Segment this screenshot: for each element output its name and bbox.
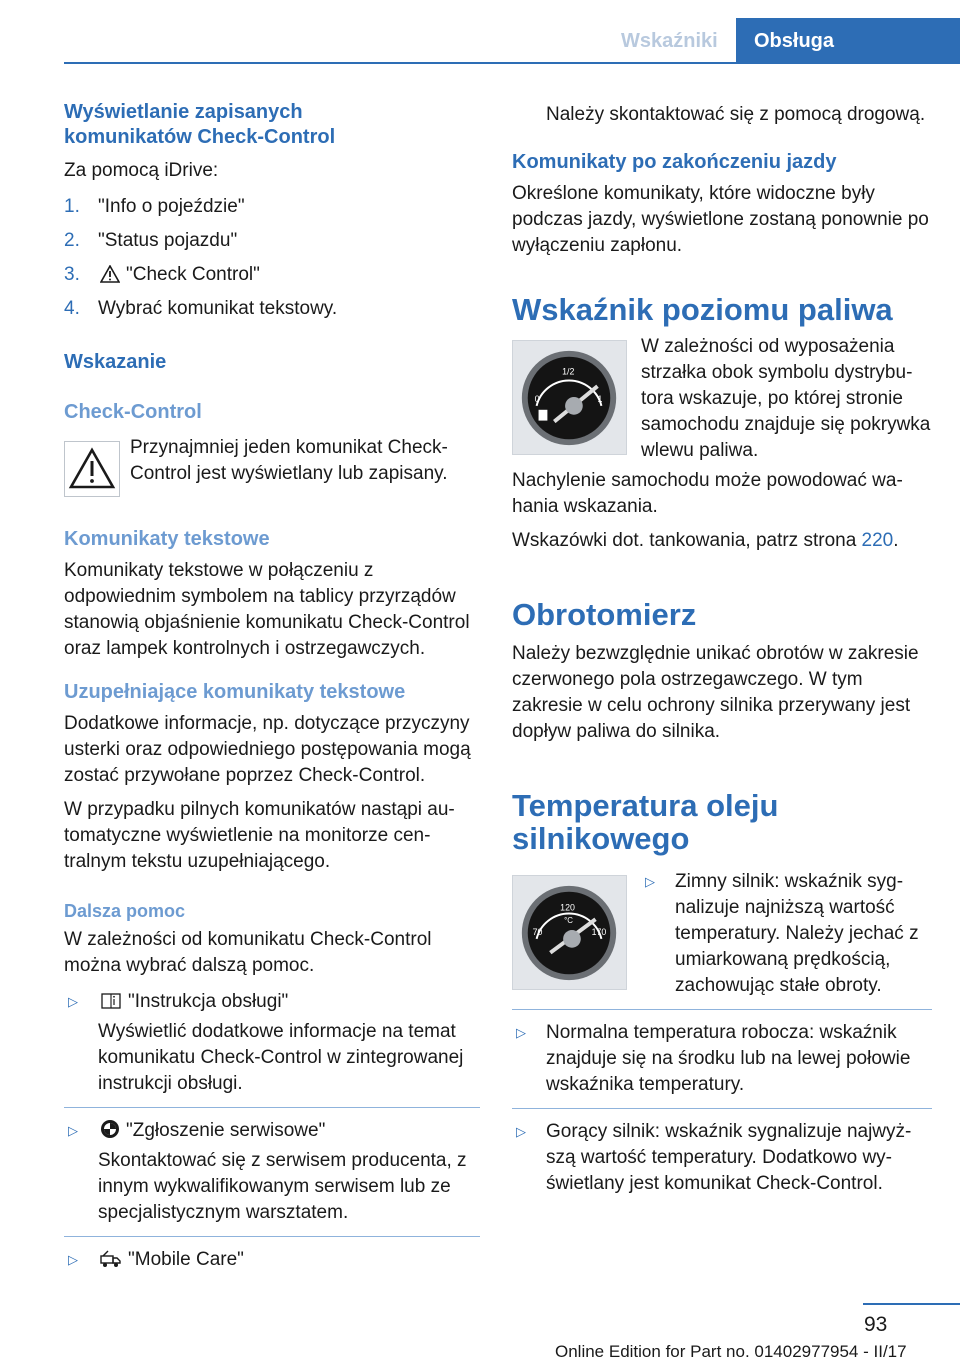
fuel-tilt-note: Nachylenie samochodu może powodować wahania wskazania. xyxy=(512,470,903,517)
refuel-reference: Wskazówki dot. tankowania, patrz strona 220. xyxy=(512,530,899,551)
list-separator xyxy=(512,1009,932,1010)
step-item: 1. "Info o pojeździe" xyxy=(64,196,245,217)
tachometer-body: Należy bezwzględnie unikać obrotów w zakresie czerwonego pola ostrzegawczego. W tym zakresie w celu ochrony silnika przerywany jest dopływ paliwa do silnika. xyxy=(512,643,919,742)
help-option-mobile-care: ▷ "Mobile Care" xyxy=(64,1247,480,1273)
oil-temperature-gauge-image xyxy=(512,875,627,990)
tab-wskazniki[interactable]: Wskaźniki xyxy=(621,30,718,52)
svg-text:120: 120 xyxy=(560,902,575,913)
left-column xyxy=(64,100,480,1273)
heading-supplementary-messages: Uzupełniające komunikaty tekstowe xyxy=(64,681,406,703)
list-separator xyxy=(512,1108,932,1109)
oil-temp-item-hot: ▷ Gorący silnik: wskaźnik sygnalizuje najwyższą wartość temperatury. Dodatkowo wyświetlany jest komunikat Check-Control. xyxy=(516,1121,912,1194)
header-divider xyxy=(64,62,960,64)
supplementary-body-1: Dodatkowe informacje, np. dotyczące przyczyny usterki oraz odpowiedniego postępowania mogą zostać przywołane poprzez Check-Control. xyxy=(64,713,471,786)
further-help-body: W zależności od komunikatu Check-Control można wybrać dalszą pomoc. xyxy=(64,929,432,976)
svg-text:1/2: 1/2 xyxy=(562,366,575,377)
text-messages-body: Komunikaty tekstowe w połączeniu z odpowiednim symbolem na tablicy przyrządów stanowią objaśnienie komunikatu Check-Control oraz lampek kontrolnych i ostrzegawczych. xyxy=(64,560,470,659)
heading-stored-messages: Wyświetlanie zapisanych komunikatów Check-Control xyxy=(64,101,336,148)
list-separator xyxy=(64,1107,480,1108)
bullet-triangle-icon: ▷ xyxy=(68,994,78,1009)
help-option-manual: ▷ "Instrukcja obsługi" Wyświetlić dodatkowe informacje na temat komunikatu Check-Control w zintegrowanej instrukcji obsługi. xyxy=(68,991,464,1094)
page-220-link[interactable]: 220 xyxy=(861,530,894,551)
bullet-triangle-icon: ▷ xyxy=(516,1025,526,1040)
check-control-warning-icon xyxy=(64,441,120,497)
bullet-triangle-icon: ▷ xyxy=(516,1124,526,1139)
page-number: 93 xyxy=(864,1313,888,1336)
step-item: 4. Wybrać komunikat tekstowy. xyxy=(64,298,338,319)
svg-text:170: 170 xyxy=(591,926,607,937)
edition-note: Online Edition for Part no. 01402977954 - II/17 xyxy=(555,1342,907,1361)
page-header xyxy=(0,0,960,63)
right-column xyxy=(512,102,932,1197)
step-item: 2. "Status pojazdu" xyxy=(64,230,238,251)
roadside-assistance-text: Należy skontaktować się z pomocą drogową. xyxy=(546,104,926,125)
tab-obsluga[interactable]: Obsługa xyxy=(736,18,960,63)
heading-tachometer: Obrotomierz xyxy=(512,597,697,632)
bmw-logo-icon xyxy=(100,1119,120,1139)
svg-text:0: 0 xyxy=(534,393,540,404)
heading-text-messages: Komunikaty tekstowe xyxy=(64,528,270,550)
help-options-list xyxy=(64,989,480,1273)
footer-divider xyxy=(863,1303,960,1305)
after-drive-body: Określone komunikaty, które widoczne były podczas jazdy, wyświetlone zostaną ponownie po wyłączeniu zapłonu. xyxy=(512,183,929,256)
oil-temp-item-cold: ▷ Zimny silnik: wskaźnik sygnalizuje najniższą wartość temperatury. Należy jechać z umiarkowaną prędkością, zachowując stałe obroty. xyxy=(645,871,919,996)
heading-after-drive-messages: Komunikaty po zakończeniu jazdy xyxy=(512,151,837,173)
idrive-steps xyxy=(64,194,480,322)
tow-truck-icon xyxy=(100,1250,122,1268)
heading-check-control: Check-Control xyxy=(64,401,202,423)
heading-fuel-gauge: Wskaźnik poziomu paliwa xyxy=(512,292,893,327)
step-item: 3. "Check Control" xyxy=(64,264,260,285)
heading-further-help: Dalsza pomoc xyxy=(64,901,186,921)
help-option-service: ▷ "Zgłoszenie serwisowe" Skontaktować się z serwisem producenta, z innym wykwalifikowanym serwisem lub ze specjalistycznym warsztatem. xyxy=(68,1120,467,1223)
svg-text:1: 1 xyxy=(597,393,603,404)
heading-oil-temperature: Temperatura oleju silnikowego xyxy=(512,788,779,856)
idrive-intro: Za pomocą iDrive: xyxy=(64,160,219,181)
svg-text:70: 70 xyxy=(532,926,543,937)
oil-temp-item-normal: ▷ Normalna temperatura robocza: wskaźnik znajduje się na środku lub na lewej połowie wskaźnika temperatury. xyxy=(516,1022,911,1095)
supplementary-body-2: W przypadku pilnych komunikatów nastąpi automatyczne wyświetlenie na monitorze centralnym tekstu uzupełniającego. xyxy=(64,799,455,872)
heading-wskazanie: Wskazanie xyxy=(64,351,167,373)
list-separator xyxy=(64,1236,480,1237)
bullet-triangle-icon: ▷ xyxy=(645,874,655,889)
fuel-gauge-body: W zależności od wyposażenia strzałka obok symbolu dystrybutora wskazuje, po której stronie samochodu znajduje się pokrywka wlewu paliwa. xyxy=(641,336,931,461)
bullet-triangle-icon: ▷ xyxy=(68,1252,78,1267)
oil-temp-list xyxy=(641,869,932,999)
book-icon xyxy=(100,992,122,1010)
warning-icon xyxy=(100,265,120,283)
bullet-triangle-icon: ▷ xyxy=(68,1123,78,1138)
svg-text:°C: °C xyxy=(564,916,573,926)
oil-temp-list-cont xyxy=(512,1009,932,1197)
check-control-text: Przynajmniej jeden komunikat Check-Control jest wyświetlany lub zapisany. xyxy=(130,437,448,484)
fuel-gauge-image xyxy=(512,340,627,455)
